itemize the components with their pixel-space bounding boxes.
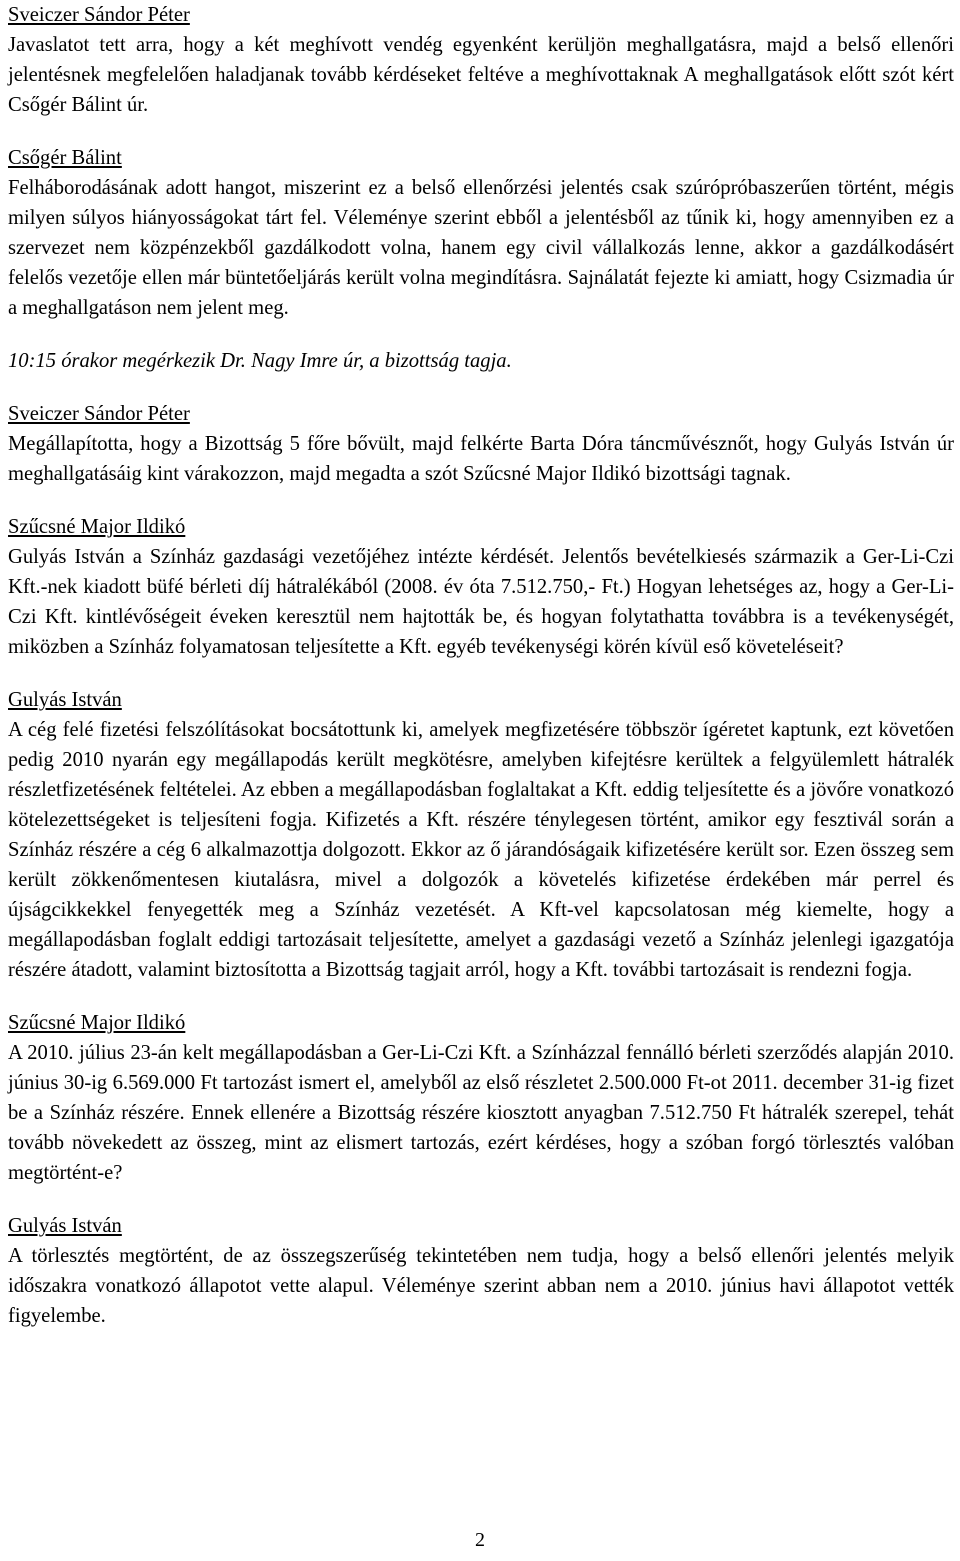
statement-text: A 2010. július 23-án kelt megállapodásban a Ger-Li-Czi Kft. a Színházzal fennálló bérleti szerződés alapján 2010. június 30-ig 6.569.000 Ft tartozást ismert el, amelyből az első részletet 2.500.000 Ft-ot 2011. december 31-ig fizet be a Színház részére. Ennek ellenére a Bizottság részére kiosztott anyagban 7.512.750 Ft hátralék szerepel, tehát tovább növekedett az összeg, mint az elismert tartozás, ezért kérdéses, hogy a szóban forgó törlesztés valóban megtörtént-e? bbox=[8, 1042, 954, 1184]
statement-text: A cég felé fizetési felszólításokat bocsátottunk ki, amelyek megfizetésére többször ígéretet kaptunk, ezt követően pedig 2010 nyarán egy megállapodás került megkötésre, amelyben kifejtésre kerültek a felgyülemlett hátralék részletfizetésének feltételei. Az ebben a megállapodásban foglaltakat a Kft. eddig teljesítette és a jövőre vonatkozó kötelezettségeket is teljesíteni fogja. Kifizetés a Kft. részére ténylegesen történt, amikor egy fesztivál során a Színház részére a cég 6 alkalmazottja dolgozott. Ekkor az ő járandóságaik kifizetésére került sor. Ezen összeg sem került zökkenőmentesen kiutalásra, mivel a dolgozók a követelés kifizetése érdekében már perrel és újságcikkekkel fenyegették meg a Színház vezetését. A Kft-vel kapcsolatosan még kiemelte, hogy a megállapodásban foglalt eddigi tartozásait teljesítette, amelyet a gazdasági vezető a Színház jelenlegi igazgatója részére átadott, valamint biztosította a Bizottság tagjait arról, hogy a Kft. további tartozásait is rendezni fogja. bbox=[8, 719, 954, 981]
statement-text: Felháborodásának adott hangot, miszerint ez a belső ellenőrzési jelentés csak szúrópróbaszerűen történt, mégis milyen súlyos hiányosságokat tárt fel. Véleménye szerint ebből a jelentésből az tűnik ki, hogy amennyiben ez a szervezet nem közpénzekből gazdálkodott volna, hanem egy civil vállalkozás lenne, akkor a gazdálkodásért felelős vezetője ellen már büntetőeljárás került volna megindításra. Sajnálatát fejezte ki amiatt, hogy Csizmadia úr a meghallgatáson nem jelent meg. bbox=[8, 177, 954, 319]
statement-block bbox=[8, 0, 954, 120]
speaker-name: Gulyás István bbox=[8, 1215, 122, 1237]
statement-block bbox=[8, 512, 954, 662]
document-page bbox=[8, 0, 954, 1354]
statement-block bbox=[8, 685, 954, 985]
statement-text: Javaslatot tett arra, hogy a két meghívott vendég egyenként kerüljön meghallgatásra, majd a belső ellenőri jelentésnek megfelelően haladjanak tovább kérdéseket feltéve a meghívottaknak A meghallgatások előtt szót kért Csőgér Bálint úr. bbox=[8, 34, 954, 116]
page-number: 2 bbox=[475, 1529, 485, 1551]
speaker-name: Sveiczer Sándor Péter bbox=[8, 4, 190, 26]
speaker-name: Sveiczer Sándor Péter bbox=[8, 403, 190, 425]
speaker-name: Csőgér Bálint bbox=[8, 147, 122, 169]
statement-block bbox=[8, 1211, 954, 1331]
statement-block bbox=[8, 399, 954, 489]
statement-text: Megállapította, hogy a Bizottság 5 főre bővült, majd felkérte Barta Dóra táncművésznőt, hogy Gulyás István úr meghallgatásáig kint várakozzon, majd megadta a szót Szűcsné Major Ildikó bizottsági tagnak. bbox=[8, 433, 954, 485]
statement-block bbox=[8, 143, 954, 323]
statement-text: A törlesztés megtörtént, de az összegszerűség tekintetében nem tudja, hogy a belső ellenőri jelentés melyik időszakra vonatkozó állapotot vette alapul. Véleménye szerint abban nem a 2010. június havi állapotot vették figyelembe. bbox=[8, 1245, 954, 1327]
statement-text: Gulyás István a Színház gazdasági vezetőjéhez intézte kérdését. Jelentős bevételkiesés származik a Ger-Li-Czi Kft.-nek kiadott büfé bérleti díj hátralékából (2008. év óta 7.512.750,- Ft.) Hogyan lehetséges az, hogy a Ger-Li-Czi Kft. kintlévőségeit éveken keresztül nem hajtották be, és hogyan folytathatta továbbra is a tevékenységét, miközben a Színház folyamatosan teljesítette a Kft. egyéb tevékenységi körén kívül eső követeléseit? bbox=[8, 546, 954, 658]
speaker-name: Gulyás István bbox=[8, 689, 122, 711]
statement-block bbox=[8, 1008, 954, 1188]
speaker-name: Szűcsné Major Ildikó bbox=[8, 516, 186, 538]
speaker-name: Szűcsné Major Ildikó bbox=[8, 1012, 186, 1034]
arrival-note: 10:15 órakor megérkezik Dr. Nagy Imre úr, a bizottság tagja. bbox=[8, 350, 512, 372]
